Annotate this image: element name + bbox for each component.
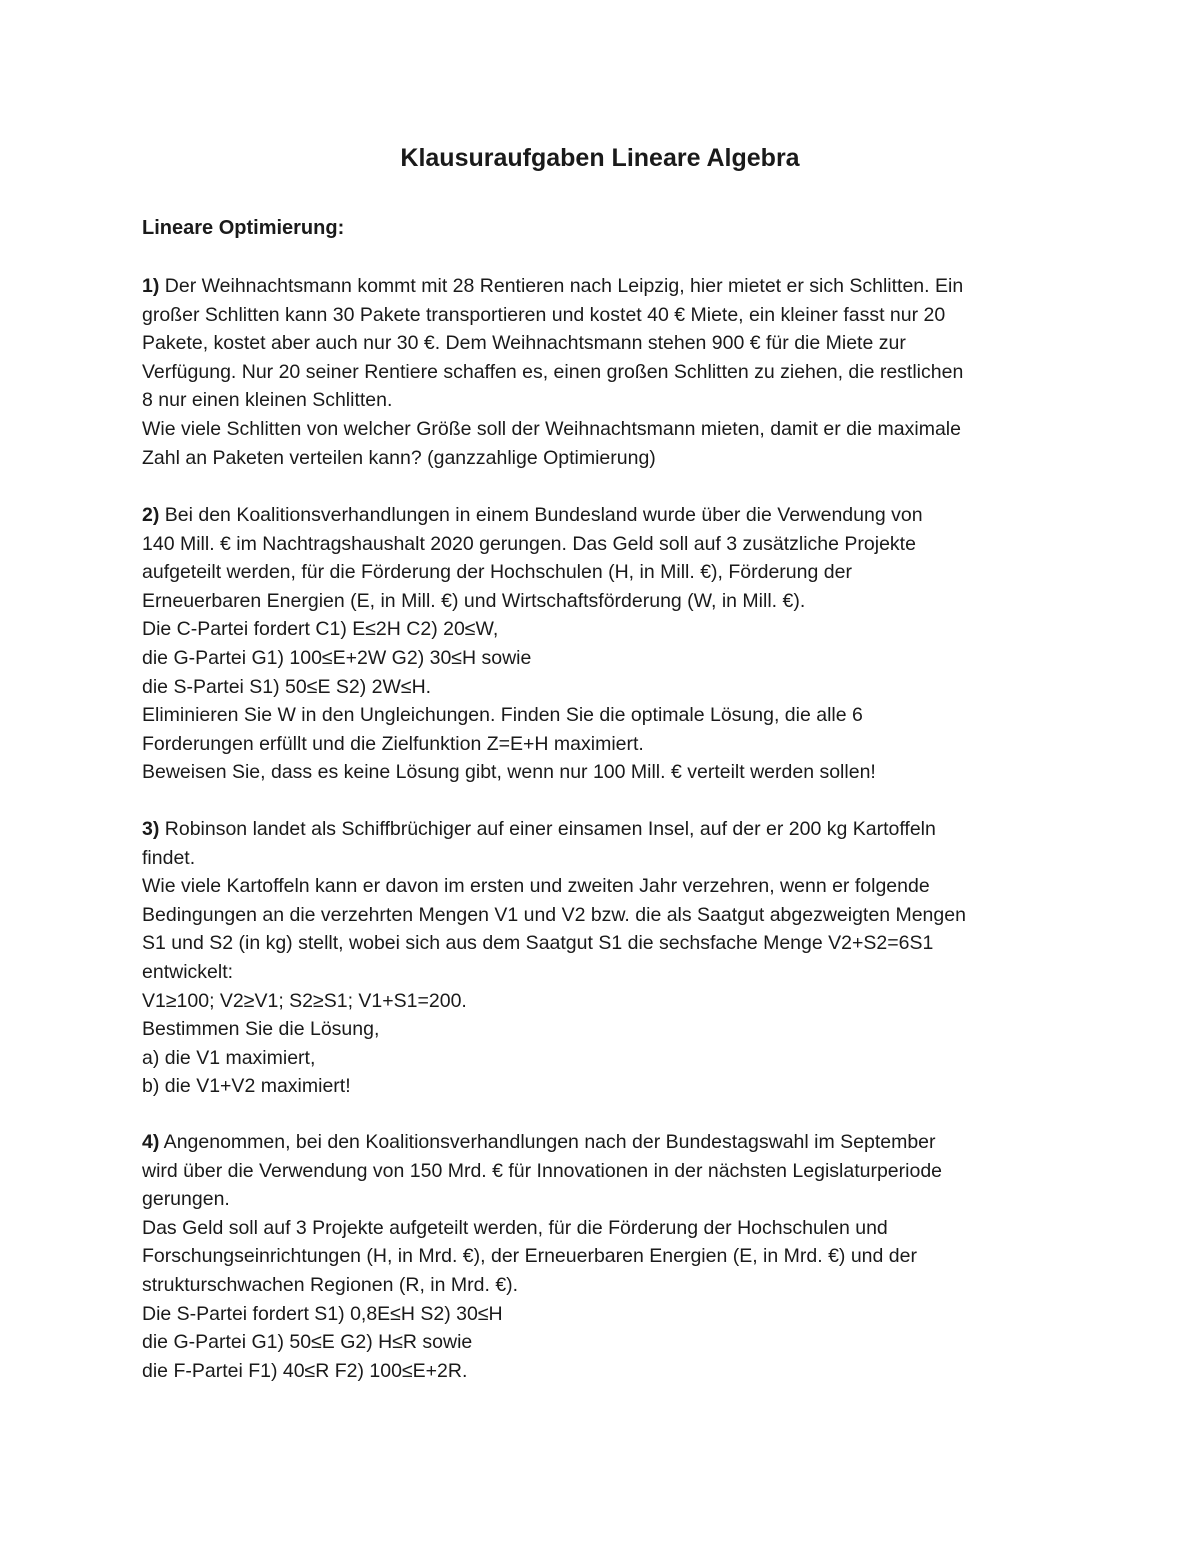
task-number: 4) xyxy=(142,1131,160,1153)
task-line: findet. xyxy=(142,846,196,869)
task-number: 3) xyxy=(142,818,160,840)
task-line: Wie viele Kartoffeln kann er davon im ersten und zweiten Jahr verzehren, wenn er folgende xyxy=(142,875,930,898)
task-line: Das Geld soll auf 3 Projekte aufgeteilt werden, für die Förderung der Hochschulen und xyxy=(142,1216,888,1239)
document-title: Klausuraufgaben Lineare Algebra xyxy=(400,144,800,172)
task-line: V1≥100; V2≥V1; S2≥S1; V1+S1=200. xyxy=(142,989,467,1012)
task-line: entwickelt: xyxy=(142,960,234,983)
task-line: 140 Mill. € im Nachtragshaushalt 2020 gerungen. Das Geld soll auf 3 zusätzliche Projekte xyxy=(142,532,916,555)
task-line: Bedingungen an die verzehrten Mengen V1 und V2 bzw. die als Saatgut abgezweigten Mengen xyxy=(142,903,966,926)
task-line: 4) Angenommen, bei den Koalitionsverhandlungen nach der Bundestagswahl im September xyxy=(142,1131,936,1153)
task-line: Forderungen erfüllt und die Zielfunktion Z=E+H maximiert. xyxy=(142,732,644,755)
task-line: a) die V1 maximiert, xyxy=(142,1046,316,1069)
task-line: die G-Partei G1) 100≤E+2W G2) 30≤H sowie xyxy=(142,646,532,669)
task-2 xyxy=(142,501,1062,787)
task-1 xyxy=(142,272,1062,472)
task-line: Verfügung. Nur 20 seiner Rentiere schaffen es, einen großen Schlitten zu ziehen, die restlichen xyxy=(142,360,964,383)
task-number: 1) xyxy=(142,275,160,297)
task-line: die S-Partei S1) 50≤E S2) 2W≤H. xyxy=(142,675,432,698)
task-line: Die S-Partei fordert S1) 0,8E≤H S2) 30≤H xyxy=(142,1302,503,1325)
task-line: 2) Bei den Koalitionsverhandlungen in einem Bundesland wurde über die Verwendung von xyxy=(142,504,923,526)
section-heading: Lineare Optimierung: xyxy=(142,217,345,239)
task-line: 1) Der Weihnachtsmann kommt mit 28 Rentieren nach Leipzig, hier mietet er sich Schlitten. Ein xyxy=(142,275,964,297)
task-line: strukturschwachen Regionen (R, in Mrd. €). xyxy=(142,1273,519,1296)
task-line: 8 nur einen kleinen Schlitten. xyxy=(142,389,393,412)
task-line: Die C-Partei fordert C1) E≤2H C2) 20≤W, xyxy=(142,618,499,641)
task-line: Bestimmen Sie die Lösung, xyxy=(142,1018,380,1041)
task-line: die G-Partei G1) 50≤E G2) H≤R sowie xyxy=(142,1331,473,1354)
task-line: Forschungseinrichtungen (H, in Mrd. €), der Erneuerbaren Energien (E, in Mrd. €) und der xyxy=(142,1245,917,1268)
task-line: großer Schlitten kann 30 Pakete transportieren und kostet 40 € Miete, ein kleiner fasst nur 20 xyxy=(142,303,946,326)
task-line: aufgeteilt werden, für die Förderung der Hochschulen (H, in Mill. €), Förderung der xyxy=(142,561,852,584)
task-line: Pakete, kostet aber auch nur 30 €. Dem Weihnachtsmann stehen 900 € für die Miete zur xyxy=(142,332,906,355)
task-line: Eliminieren Sie W in den Ungleichungen. Finden Sie die optimale Lösung, die alle 6 xyxy=(142,704,863,727)
task-line: b) die V1+V2 maximiert! xyxy=(142,1075,351,1098)
task-4 xyxy=(142,1128,1062,1385)
task-line: Zahl an Paketen verteilen kann? (ganzzahlige Optimierung) xyxy=(142,446,656,469)
task-line: Wie viele Schlitten von welcher Größe soll der Weihnachtsmann mieten, damit er die maximale xyxy=(142,417,961,440)
task-line: Beweisen Sie, dass es keine Lösung gibt, wenn nur 100 Mill. € verteilt werden sollen! xyxy=(142,761,876,784)
task-line: die F-Partei F1) 40≤R F2) 100≤E+2R. xyxy=(142,1359,468,1382)
task-line: gerungen. xyxy=(142,1188,230,1211)
task-line: wird über die Verwendung von 150 Mrd. € für Innovationen in der nächsten Legislaturperiode xyxy=(142,1159,943,1182)
task-line: S1 und S2 (in kg) stellt, wobei sich aus dem Saatgut S1 die sechsfache Menge V2+S2=6S1 xyxy=(142,932,934,955)
task-line: 3) Robinson landet als Schiffbrüchiger auf einer einsamen Insel, auf der er 200 kg Kartoffeln xyxy=(142,818,936,840)
task-line: Erneuerbaren Energien (E, in Mill. €) und Wirtschaftsförderung (W, in Mill. €). xyxy=(142,589,806,612)
task-number: 2) xyxy=(142,504,160,526)
task-3 xyxy=(142,815,1062,1101)
